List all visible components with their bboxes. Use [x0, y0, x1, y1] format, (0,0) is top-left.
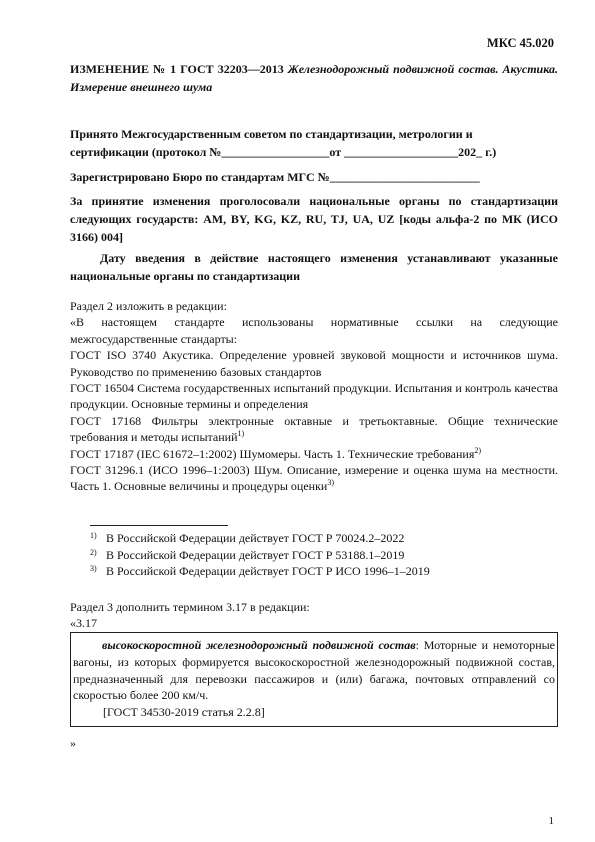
term-name: высокоскоростной железнодорожный подвижной состав — [102, 638, 416, 652]
section-3-amendment — [70, 599, 558, 632]
term-definition-box — [70, 632, 558, 727]
term-definition-text: : Моторные и немоторные вагоны, из которых формируется высокоскоростной железнодорожный подвижной состав, предназначенный для перевозки пассажиров и (или) багажа, почтовых отправлений со скоростью более 200 км/ч. — [73, 638, 556, 703]
footnote-text: В Российской Федерации действует ГОСТ Р ИСО 1996–1–2019 — [106, 564, 430, 578]
term-definition — [73, 637, 555, 704]
footnote-text: В Российской Федерации действует ГОСТ Р 53188.1–2019 — [106, 547, 405, 562]
footnote-text: В Российской Федерации действует ГОСТ Р 70024.2–2022 — [106, 531, 405, 545]
adoption-line-1: Принято Межгосударственным советом по стандартизации, метрологии и — [70, 127, 473, 141]
footnote-mark: 2) — [90, 547, 97, 557]
classification-code: МКС 45.020 — [486, 36, 554, 50]
amendment-title — [70, 61, 558, 96]
section-2-intro: Раздел 2 изложить в редакции: — [70, 299, 227, 313]
footnotes — [90, 530, 558, 580]
normative-reference: ГОСТ 16504 Система государственных испытаний продукции. Испытания и контроль качества продукции. Основные термины и определения — [70, 381, 558, 412]
normative-reference: ГОСТ 17187 (IEC 61672–1:2002) Шумомеры. Часть 1. Технические требования$^{2)}$ — [70, 445, 482, 461]
closing-quote: » — [70, 736, 76, 750]
term-source: [ГОСТ 34530-2019 статья 2.2.8] — [103, 705, 265, 720]
footnote-ref: 2) — [474, 445, 482, 455]
section-2-lead: «В настоящем стандарте использованы нормативные ссылки на следующие межгосударственные стандарты: — [70, 315, 558, 346]
footnote-mark: 1) — [90, 531, 97, 540]
voting-statement: За принятие изменения проголосовали национальные органы по стандартизации следующих государств: AM, BY, KG, KZ, RU, TJ, UA, UZ [коды альфа-2 по МК (ИСО 3166) 004] — [70, 194, 558, 244]
footnote-ref: 3) — [327, 478, 335, 488]
registration-statement: Зарегистрировано Бюро по стандартам МГС №_________________________ — [70, 170, 480, 184]
page-number: 1 — [548, 815, 554, 827]
adoption-line-2: сертификации (протокол №__________________от ___________________202_ г.) — [70, 145, 497, 159]
section-3-intro: Раздел 3 дополнить термином 3.17 в редакции: — [70, 600, 310, 614]
amendment-title-subject: Железнодорожный подвижной состав. Акустика. Измерение внешнего шума — [70, 62, 559, 94]
footnote-ref: 1) — [237, 429, 245, 439]
footnote — [90, 547, 558, 564]
normative-reference: ГОСТ 31296.1 (ИСО 1996–1:2003) Шум. Описание, измерение и оценка шума на местности. Часть 1. Основные величины и процедуры оценки$^{3)}$ — [70, 463, 558, 494]
adoption-statement — [70, 125, 558, 161]
effective-date-statement: Дату введения в действие настоящего изменения устанавливают указанные национальные органы по стандартизации — [70, 251, 558, 283]
normative-reference: ГОСТ 17168 Фильтры электронные октавные и третьоктавные. Общие технические требования и методы испытаний$^{1)}$ — [70, 413, 558, 445]
footnote — [90, 530, 558, 547]
footnote — [90, 563, 558, 580]
section-2-amendment — [70, 298, 558, 495]
footnote-divider — [90, 525, 228, 526]
term-number: «3.17 — [70, 616, 97, 631]
amendment-title-prefix: ИЗМЕНЕНИЕ № 1 ГОСТ 32203—2013 — [70, 62, 288, 76]
footnote-mark: 3) — [90, 564, 97, 573]
normative-reference: ГОСТ ISO 3740 Акустика. Определение уровней звуковой мощности и источников шума. Руководство по применению базовых стандартов — [70, 348, 558, 379]
